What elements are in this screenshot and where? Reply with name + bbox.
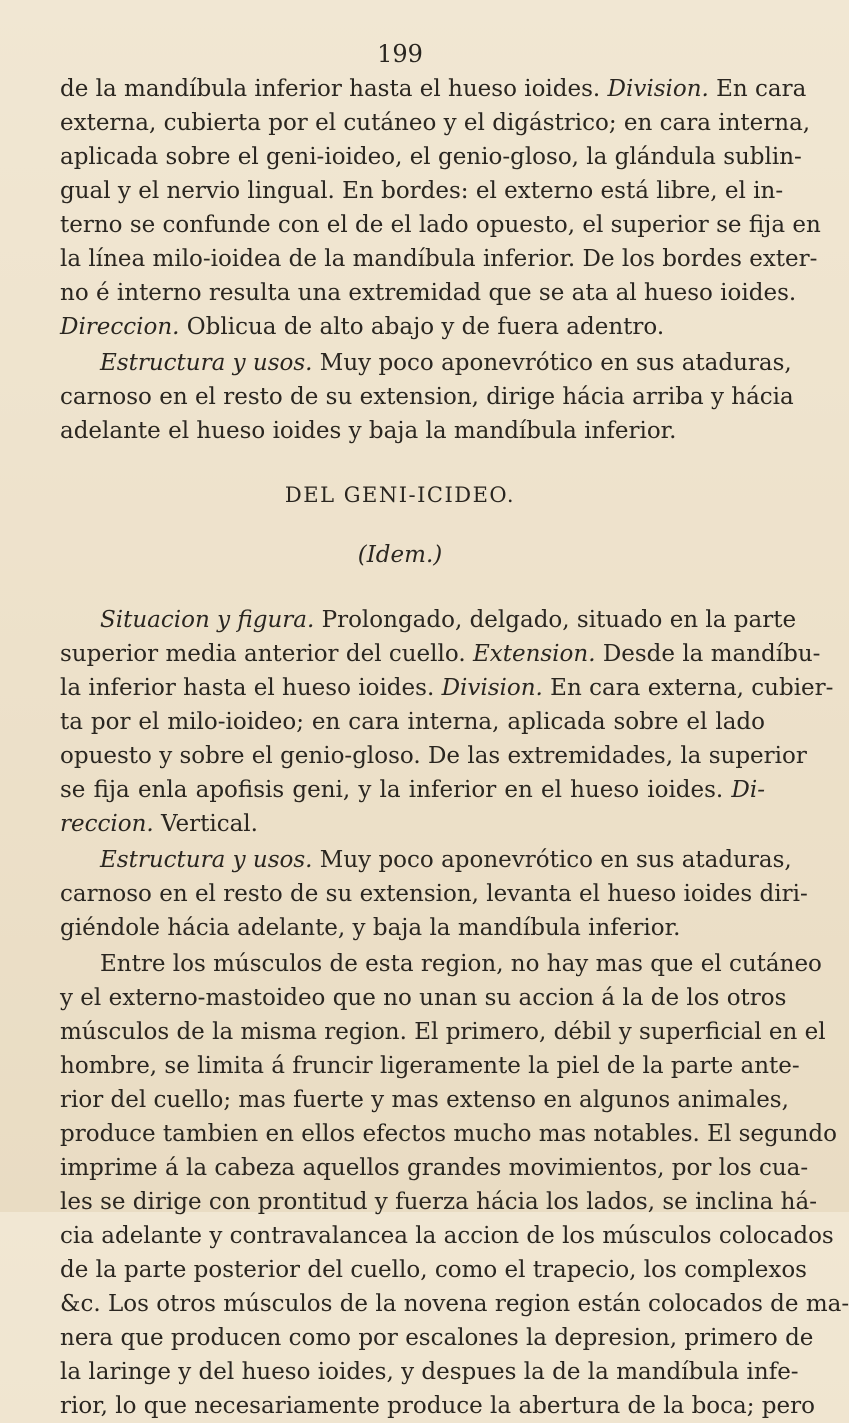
text-line: de la parte posterior del cuello, como el trapecio, los complexos — [60, 1257, 807, 1283]
text-line: se fija enla apofisis geni, y la inferior en el hueso ioides. Di- — [60, 777, 765, 803]
text-line: giéndole hácia adelante, y baja la mandíbula inferior. — [60, 915, 681, 941]
text-line: carnoso en el resto de su extension, levanta el hueso ioides diri- — [60, 881, 808, 907]
text-line: gual y el nervio lingual. En bordes: el externo está libre, el in- — [60, 178, 784, 204]
text-line: terno se confunde con el de el lado opuesto, el superior se fija en — [60, 212, 821, 238]
text-line: aplicada sobre el geni-ioideo, el genio-gloso, la glándula sublin- — [60, 144, 802, 170]
text-line: Situacion y figura. Prolongado, delgado, situado en la parte — [100, 607, 797, 633]
text-line: Entre los músculos de esta region, no hay mas que el cutáneo — [100, 951, 822, 977]
text-line: imprime á la cabeza aquellos grandes movimientos, por los cua- — [60, 1155, 809, 1181]
text-line: Estructura y usos. Muy poco aponevrótico en sus ataduras, — [100, 847, 792, 873]
text-line: produce tambien en ellos efectos mucho mas notables. El segundo — [60, 1121, 837, 1147]
text-line: &c. Los otros músculos de la novena region están colocados de ma- — [60, 1291, 849, 1317]
text-line: carnoso en el resto de su extension, dirige hácia arriba y hácia — [60, 384, 794, 410]
text-line: Direccion. Oblicua de alto abajo y de fuera adentro. — [60, 314, 665, 340]
text-line: reccion. Vertical. — [60, 811, 258, 837]
text-line: de la mandíbula inferior hasta el hueso ioides. Division. En cara — [60, 76, 807, 102]
text-line: la laringe y del hueso ioides, y despues la de la mandíbula infe- — [60, 1359, 799, 1385]
text-line: rior, lo que necesariamente produce la abertura de la boca; pero — [60, 1393, 815, 1419]
text-line: la línea milo-ioidea de la mandíbula inferior. De los bordes exter- — [60, 246, 818, 272]
text-line: ta por el milo-ioideo; en cara interna, aplicada sobre el lado — [60, 709, 765, 735]
text-line: y el externo-mastoideo que no unan su accion á la de los otros — [60, 985, 787, 1011]
text-line: superior media anterior del cuello. Extension. Desde la mandíbu- — [60, 641, 821, 667]
text-line: la inferior hasta el hueso ioides. Division. En cara externa, cubier- — [60, 675, 834, 701]
section-subheading: (Idem.) — [357, 542, 443, 568]
text-line: Estructura y usos. Muy poco aponevrótico en sus ataduras, — [100, 350, 792, 376]
text-line: no é interno resulta una extremidad que se ata al hueso ioides. — [60, 280, 797, 306]
page-number: 199 — [377, 40, 423, 68]
text-line: adelante el hueso ioides y baja la mandíbula inferior. — [60, 418, 677, 444]
section-heading: DEL GENI-ICIDEO. — [284, 483, 516, 507]
text-line: cia adelante y contravalancea la accion de los músculos colocados — [60, 1223, 834, 1249]
text-line: nera que producen como por escalones la depresion, primero de — [60, 1325, 814, 1351]
text-line: opuesto y sobre el genio-gloso. De las extremidades, la superior — [60, 743, 807, 769]
text-line: les se dirige con prontitud y fuerza hácia los lados, se inclina há- — [60, 1189, 817, 1215]
text-line: rior del cuello; mas fuerte y mas extenso en algunos animales, — [60, 1087, 789, 1113]
text-line: hombre, se limita á fruncir ligeramente la piel de la parte ante- — [60, 1053, 800, 1079]
text-line: externa, cubierta por el cutáneo y el digástrico; en cara interna, — [60, 110, 811, 136]
text-line: músculos de la misma region. El primero, débil y superficial en el — [60, 1019, 826, 1045]
